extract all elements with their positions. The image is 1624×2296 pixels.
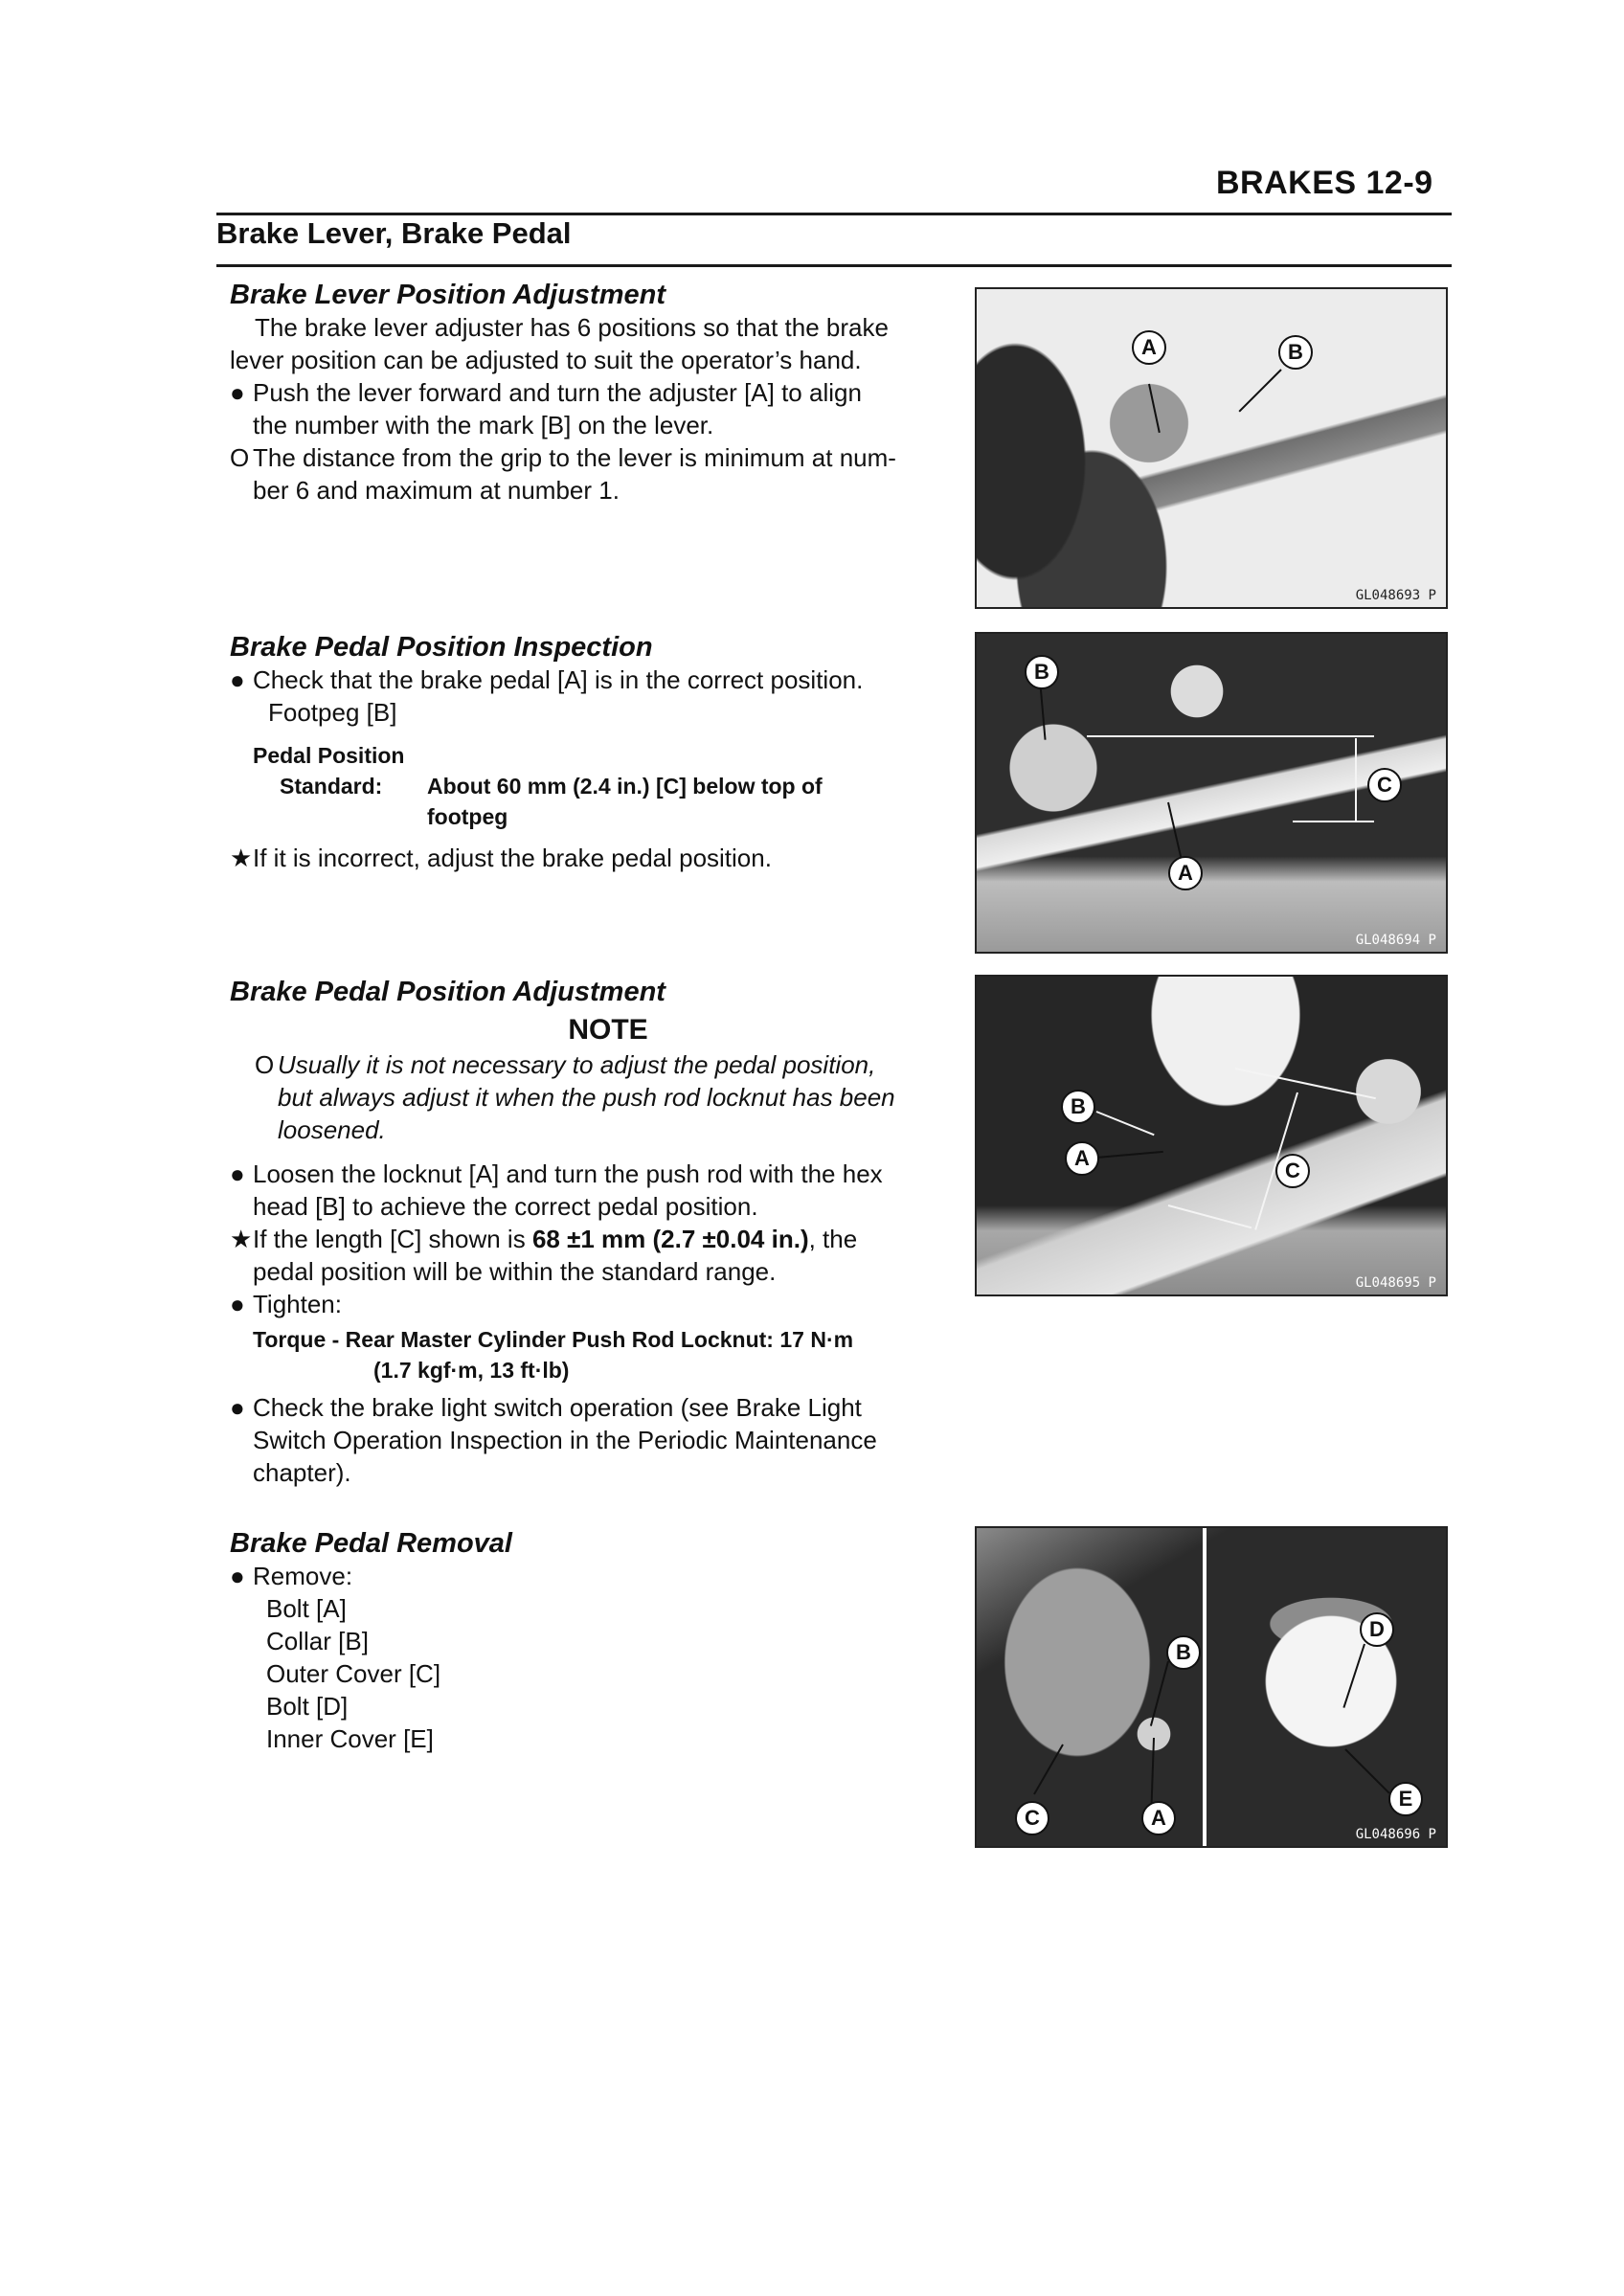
callout-a: A [1065, 1141, 1099, 1176]
figure-brake-lever [975, 287, 1448, 609]
pedal-inspect-bullet [230, 664, 958, 696]
lever-adjust-bullet-line-1: Push the lever forward and turn the adjuster [A] to align [253, 378, 862, 407]
bullet-icon: ● [230, 1290, 245, 1318]
callout-b: B [1025, 655, 1059, 689]
spec-value-line-1: About 60 mm (2.4 in.) [C] below top of [427, 774, 823, 799]
callout-c: C [1367, 768, 1402, 802]
pedal-removal-bullet [230, 1560, 804, 1592]
bullet-1-line-2: head [B] to achieve the correct pedal position. [253, 1192, 758, 1221]
lever-adjust-intro-2: lever position can be adjusted to suit the operator’s hand. [230, 346, 862, 374]
lever-adjust-note [230, 441, 958, 506]
pedal-adjust-bullet-1 [230, 1158, 958, 1223]
spec-row [230, 771, 958, 832]
spec-label: Standard: [280, 774, 383, 799]
bullet-3-line-2: Switch Operation Inspection in the Periodic Maintenance [253, 1426, 877, 1454]
callout-a: A [1168, 856, 1203, 890]
note-circle-icon: O [255, 1050, 275, 1079]
pedal-inspect-star [230, 842, 958, 874]
note-line-1: Usually it is not necessary to adjust the pedal position, [278, 1050, 876, 1079]
removal-list [230, 1592, 804, 1755]
torque-line-1: Torque - Rear Master Cylinder Push Rod Locknut: 17 N·m [253, 1327, 854, 1352]
bullet-3-line-1: Check the brake light switch operation (see Brake Light [253, 1393, 862, 1422]
bullet-3-line-3: chapter). [253, 1458, 351, 1487]
section-title: Brake Lever, Brake Pedal [216, 216, 572, 250]
spec-title: Pedal Position [253, 743, 405, 768]
callout-c: C [1015, 1801, 1049, 1835]
remove-text: Remove: [253, 1562, 353, 1590]
figure-code: GL048695 P [1355, 1275, 1436, 1291]
list-item: Bolt [A] [266, 1594, 347, 1623]
list-item: Inner Cover [E] [266, 1724, 434, 1753]
note-line-3: loosened. [278, 1115, 386, 1144]
star-line-2: pedal position will be within the standard range. [253, 1257, 777, 1286]
figure-pedal-removal [975, 1526, 1448, 1848]
callout-a: A [1132, 330, 1166, 365]
header-rule-top [216, 213, 1452, 215]
callout-c: C [1275, 1154, 1310, 1188]
pedal-adjust-section [230, 977, 958, 1489]
callout-d: D [1360, 1612, 1394, 1647]
pedal-removal-title: Brake Pedal Removal [230, 1528, 512, 1559]
pedal-adjust-note [230, 1048, 958, 1146]
length-spec: 68 ±1 mm (2.7 ±0.04 in.) [531, 1225, 809, 1253]
star-icon: ★ [230, 844, 253, 872]
tighten-text: Tighten: [253, 1290, 342, 1318]
figure-code: GL048693 P [1355, 588, 1436, 603]
callout-e: E [1388, 1782, 1423, 1816]
lever-adjust-bullet-line-2: the number with the mark [B] on the lever. [253, 411, 714, 439]
lever-adjust-note-line-2: ber 6 and maximum at number 1. [253, 476, 620, 505]
pedal-inspect-title: Brake Pedal Position Inspection [230, 632, 653, 663]
bullet-icon: ● [230, 1159, 245, 1188]
list-item: Bolt [D] [266, 1692, 349, 1721]
figure-pedal-adjust [975, 975, 1448, 1296]
torque-spec [230, 1324, 958, 1385]
lever-adjust-note-line-1: The distance from the grip to the lever is minimum at num- [253, 443, 896, 472]
pedal-adjust-title: Brake Pedal Position Adjustment [230, 977, 665, 1007]
figure-code: GL048696 P [1355, 1827, 1436, 1842]
bullet-1-line-1: Loosen the locknut [A] and turn the push rod with the hex [253, 1159, 883, 1188]
bullet-icon: ● [230, 1393, 245, 1422]
pedal-adjust-bullet-2 [230, 1288, 958, 1320]
star-text-post: , the [808, 1225, 858, 1253]
pedal-inspect-bullet-text: Check that the brake pedal [A] is in the correct position. [253, 665, 864, 694]
bullet-icon: ● [230, 665, 245, 694]
bullet-icon: ● [230, 1562, 245, 1590]
pedal-inspect-footpeg: Footpeg [B] [268, 698, 397, 727]
note-line-2: but always adjust it when the push rod locknut has been [278, 1083, 895, 1112]
list-item: Outer Cover [C] [266, 1659, 441, 1688]
lever-adjust-intro-1: The brake lever adjuster has 6 positions so that the brake [255, 313, 889, 342]
note-circle-icon: O [230, 443, 250, 472]
note-heading: NOTE [568, 1014, 648, 1046]
callout-a: A [1141, 1801, 1176, 1835]
pedal-inspect-section [230, 632, 958, 874]
pedal-adjust-bullet-3 [230, 1391, 958, 1489]
page-header-chapter: BRAKES 12-9 [1216, 165, 1433, 201]
star-icon: ★ [230, 1225, 253, 1253]
spec-value-line-2: footpeg [427, 804, 508, 829]
star-text-pre: If the length [C] shown is [253, 1225, 532, 1253]
figure-code: GL048694 P [1355, 933, 1436, 948]
pedal-adjust-star [230, 1223, 958, 1288]
list-item: Collar [B] [266, 1627, 369, 1655]
lever-adjust-title: Brake Lever Position Adjustment [230, 280, 665, 310]
callout-b: B [1166, 1635, 1201, 1670]
bullet-icon: ● [230, 378, 245, 407]
callout-b: B [1278, 335, 1313, 370]
lever-adjust-section [230, 280, 958, 506]
pedal-removal-section [230, 1528, 804, 1755]
pedal-inspect-star-text: If it is incorrect, adjust the brake pedal position. [253, 844, 772, 872]
figure-pedal-position [975, 632, 1448, 954]
lever-adjust-bullet [230, 376, 958, 441]
header-rule-bottom [216, 264, 1452, 267]
callout-b: B [1061, 1090, 1095, 1124]
torque-line-2: (1.7 kgf·m, 13 ft·lb) [373, 1358, 570, 1383]
